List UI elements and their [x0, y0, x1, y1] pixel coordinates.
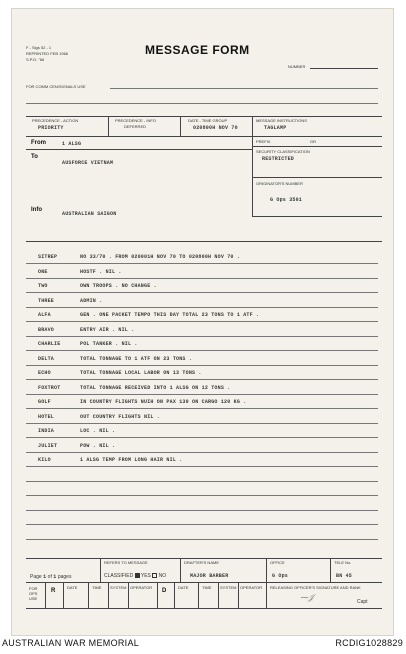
info-label: Info	[31, 207, 42, 213]
d-time-label: TIME	[202, 585, 212, 590]
from-value: 1 ALSG	[62, 141, 82, 147]
for-comm-label: FOR COMM CEN/SIGNALS USE	[26, 84, 86, 89]
body-rule	[26, 278, 378, 279]
r-time-label: TIME	[92, 585, 102, 590]
prefix-label: PREFIX	[256, 139, 271, 144]
for-comm-line-2	[26, 103, 378, 104]
to-label: To	[31, 154, 38, 160]
instructions-value: TAGLAMP	[264, 125, 287, 131]
body-rule	[26, 466, 378, 467]
pages-label: pages	[57, 574, 72, 580]
body-line-text: TOTAL TONNAGE RECEIVED INTO 1 ALSG ON 12 TONS .	[80, 385, 231, 391]
precedence-action-label: PRECEDENCE - ACTION	[32, 118, 79, 123]
classified-label: CLASSIFIED	[104, 572, 134, 579]
signature: ⁓𝒥	[300, 593, 314, 602]
body-rule	[26, 481, 378, 482]
precedence-info-label: PRECEDENCE - INFO	[115, 118, 156, 123]
form-spo: S.P.O. "66	[26, 57, 45, 62]
body-rule	[26, 350, 378, 351]
body-rule	[26, 539, 378, 540]
body-line-key: TWO	[38, 283, 48, 289]
body-line-key: SITREP	[38, 254, 58, 260]
body-line-text: OUT COUNTRY FLIGHTS NIL .	[80, 414, 161, 420]
page-value: 1	[43, 574, 47, 580]
body-rule	[26, 452, 378, 453]
releasing-label: RELEASING OFFICER'S SIGNATURE AND RANK	[270, 585, 361, 590]
body-rule	[26, 292, 378, 293]
d-label: D	[162, 588, 167, 594]
yes-label: YES	[140, 572, 151, 579]
instructions-label: MESSAGE INSTRUCTIONS	[256, 118, 307, 123]
security-value: RESTRICTED	[262, 156, 295, 162]
from-label: From	[31, 140, 46, 146]
body-line-key: HOTEL	[38, 414, 55, 420]
gr-label: GR	[310, 139, 316, 144]
body-line-text: TOTAL TONNAGE TO 1 ATF ON 23 TONS .	[80, 356, 193, 362]
number-label: NUMBER	[288, 64, 306, 69]
tele-value: BN 45	[336, 573, 353, 579]
pages-value: 1	[53, 574, 57, 580]
for-comm-line	[110, 88, 378, 89]
body-rule	[26, 365, 378, 366]
body-line-text: HOSTF . NIL .	[80, 269, 122, 275]
body-line-text: NO 33/70 . FROM 020001H NOV 70 TO 020800H NOV 70 .	[80, 254, 241, 260]
body-line-key: BRAVO	[38, 327, 55, 333]
security-label: SECURITY CLASSIFICATION	[256, 149, 310, 154]
body-line-key: ONE	[38, 269, 48, 275]
drafter-label: DRAFTER'S NAME	[184, 560, 219, 565]
of-label: of	[47, 574, 52, 580]
originator-value: G Ops 3501	[270, 197, 303, 203]
originator-label: ORIGINATOR'S NUMBER	[256, 181, 303, 186]
info-rule	[26, 241, 382, 242]
classified-row	[104, 573, 166, 579]
form-ref-code: F - Sigs 52 - 1	[26, 45, 52, 50]
body-rule	[26, 408, 378, 409]
office-label: OFFICE	[270, 560, 285, 565]
page-label: Page	[30, 574, 42, 580]
header-bottom-rule	[26, 136, 382, 137]
page-counter	[30, 575, 71, 580]
body-rule	[26, 423, 378, 424]
dtg-value: 020800H NOV 70	[193, 125, 238, 131]
to-value: AUSFORCE VIETNAM	[62, 160, 114, 166]
from-rule	[26, 149, 252, 150]
body-line-text: ADMIN .	[80, 298, 103, 304]
body-rule	[26, 321, 378, 322]
info-value: AUSTRALIAN SAIGON	[62, 211, 117, 217]
for-ops-label: FOR OPS USE	[29, 586, 38, 601]
refers-label: REFERS TO MESSAGE	[104, 560, 148, 565]
form-reprint: REPRINTED FEB 1966	[26, 51, 69, 56]
body-rule	[26, 336, 378, 337]
body-rule	[26, 495, 378, 496]
body-rule	[26, 524, 378, 525]
d-date-label: DATE	[178, 585, 189, 590]
form-title: MESSAGE FORM	[145, 43, 250, 57]
body-line-key: FOXTROT	[38, 385, 61, 391]
body-line-key: DELTA	[38, 356, 55, 362]
precedence-action-value: PRIORITY	[38, 125, 64, 131]
drafter-value: MAJOR BARBER	[190, 573, 229, 579]
body-rule	[26, 510, 378, 511]
body-line-key: ECHO	[38, 370, 51, 376]
body-line-text: LOC . NIL .	[80, 428, 116, 434]
body-rule	[26, 263, 378, 264]
body-line-text: TOTAL TONNAGE LOCAL LABOR ON 13 TONS .	[80, 370, 202, 376]
d-system-label: SYSTEM	[220, 585, 237, 590]
tele-label: TELE No.	[334, 560, 352, 565]
office-value: G Ops	[272, 573, 289, 579]
precedence-info-value: DEFERRED	[124, 124, 147, 129]
classified-no-checkbox[interactable]	[152, 573, 157, 578]
r-operator-label: OPERATOR	[130, 585, 153, 590]
caption-right: RCDIG1028829	[335, 638, 403, 648]
number-line	[310, 68, 378, 69]
body-line-text: 1 ALSG TEMP FROM LONG HAIR NIL .	[80, 457, 183, 463]
dtg-label: DATE - TIME GROUP	[188, 118, 228, 123]
body-line-text: POL TANKER . NIL .	[80, 341, 138, 347]
body-line-text: ENTRY AIR . NIL .	[80, 327, 135, 333]
body-line-text: IN COUNTRY FLIGHTS NUIH ON PAX 130 ON CARGO 120 KG .	[80, 399, 247, 405]
body-rule	[26, 394, 378, 395]
body-line-key: KILO	[38, 457, 51, 463]
body-line-key: JULIET	[38, 443, 58, 449]
classified-yes-checkbox[interactable]	[135, 573, 140, 578]
body-line-key: INDIA	[38, 428, 55, 434]
header-top-rule	[26, 116, 382, 117]
r-system-label: SYSTEM	[110, 585, 127, 590]
body-line-key: THREE	[38, 298, 55, 304]
body-line-key: CHARLIE	[38, 341, 61, 347]
body-rule	[26, 379, 378, 380]
body-line-key: ALFA	[38, 312, 51, 318]
body-rule	[26, 437, 378, 438]
caption-left: AUSTRALIAN WAR MEMORIAL	[2, 638, 140, 648]
body-line-key: GOLF	[38, 399, 51, 405]
body-line-text: POW . NIL .	[80, 443, 116, 449]
no-label: NO	[158, 572, 167, 579]
r-label: R	[51, 588, 56, 594]
body-line-text: GEN . ONE PACKET TEMPO THIS DAY TOTAL 23 TONS TO 1 ATF .	[80, 312, 260, 318]
r-date-label: DATE	[67, 585, 78, 590]
body-line-text: OWN TROOPS . NO CHANGE .	[80, 283, 157, 289]
d-operator-label: OPERATOR	[240, 585, 263, 590]
releasing-rank: Capt	[357, 599, 368, 605]
body-rule	[26, 307, 378, 308]
